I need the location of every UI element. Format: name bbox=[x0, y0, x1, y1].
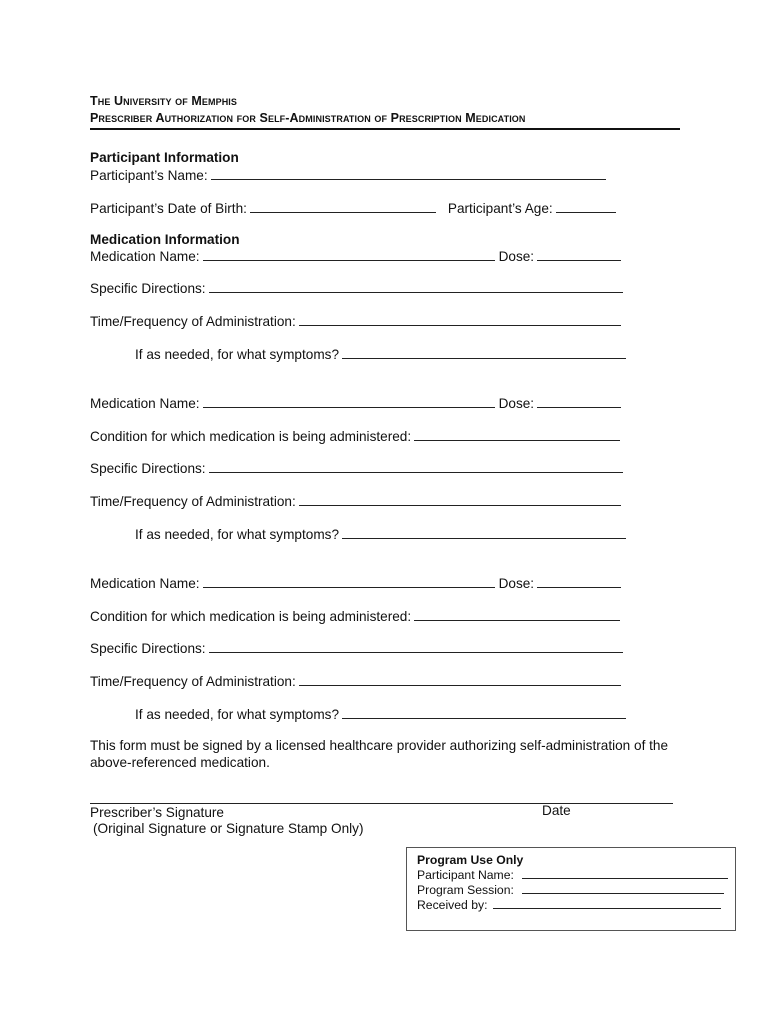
med3-name-label: Medication Name: bbox=[90, 576, 200, 591]
participant-age-label: Participant’s Age: bbox=[447, 201, 553, 216]
med1-name-label: Medication Name: bbox=[90, 249, 200, 264]
program-participant-label: Participant Name: bbox=[417, 868, 514, 882]
med3-name-row bbox=[90, 575, 621, 592]
med3-condition-field[interactable] bbox=[414, 608, 620, 621]
med1-frequency-field[interactable] bbox=[299, 313, 621, 326]
med1-symptoms-label: If as needed, for what symptoms? bbox=[135, 347, 340, 362]
med3-symptoms-field[interactable] bbox=[342, 706, 626, 719]
participant-name-field[interactable] bbox=[211, 167, 606, 180]
med2-symptoms-row bbox=[135, 526, 626, 543]
participant-name-row bbox=[90, 167, 606, 184]
med2-frequency-label: Time/Frequency of Administration: bbox=[90, 494, 296, 509]
med1-frequency-label: Time/Frequency of Administration: bbox=[90, 314, 296, 329]
med1-directions-label: Specific Directions: bbox=[90, 281, 206, 296]
form-title: Prescriber Authorization for Self-Administration of Prescription Medication bbox=[90, 111, 526, 125]
med2-symptoms-label: If as needed, for what symptoms? bbox=[135, 527, 340, 542]
participant-heading-text: Participant Information bbox=[90, 150, 239, 165]
participant-age-field[interactable] bbox=[556, 200, 616, 213]
med1-directions-field[interactable] bbox=[209, 280, 623, 293]
program-participant-field[interactable] bbox=[522, 868, 728, 879]
med2-dose-label: Dose: bbox=[498, 396, 535, 411]
program-participant-row bbox=[417, 868, 728, 882]
med1-name-row bbox=[90, 248, 621, 265]
med2-frequency-row bbox=[90, 493, 621, 510]
medication-heading bbox=[90, 232, 240, 248]
med3-condition-label: Condition for which medication is being administered: bbox=[90, 609, 412, 624]
med3-name-field[interactable] bbox=[203, 575, 495, 588]
med1-directions-row bbox=[90, 280, 623, 297]
med3-symptoms-row bbox=[135, 706, 626, 723]
signature-line[interactable] bbox=[90, 803, 673, 804]
program-session-row bbox=[417, 883, 724, 897]
med3-symptoms-label: If as needed, for what symptoms? bbox=[135, 707, 340, 722]
med1-frequency-row bbox=[90, 313, 621, 330]
med3-directions-label: Specific Directions: bbox=[90, 641, 206, 656]
header-rule bbox=[90, 128, 680, 130]
signature-note: (Original Signature or Signature Stamp Only) bbox=[93, 821, 364, 836]
med1-name-field[interactable] bbox=[203, 248, 495, 261]
participant-name-label: Participant’s Name: bbox=[90, 168, 208, 183]
authorization-statement: This form must be signed by a licensed healthcare provider authorizing self-administration of the above-referenced medication. bbox=[90, 738, 669, 770]
med1-symptoms-row bbox=[135, 346, 626, 363]
med3-directions-field[interactable] bbox=[209, 640, 623, 653]
participant-dob-label: Participant’s Date of Birth: bbox=[90, 201, 247, 216]
med2-directions-label: Specific Directions: bbox=[90, 461, 206, 476]
participant-heading bbox=[90, 150, 239, 166]
med3-dose-field[interactable] bbox=[537, 575, 621, 588]
med2-name-row bbox=[90, 395, 621, 412]
program-use-heading: Program Use Only bbox=[417, 853, 524, 867]
med1-dose-label: Dose: bbox=[498, 249, 535, 264]
med2-frequency-field[interactable] bbox=[299, 493, 621, 506]
med2-name-field[interactable] bbox=[203, 395, 495, 408]
med3-frequency-row bbox=[90, 673, 621, 690]
med2-directions-row bbox=[90, 460, 623, 477]
date-label: Date bbox=[542, 803, 571, 818]
program-received-label: Received by: bbox=[417, 898, 488, 912]
med1-dose-field[interactable] bbox=[537, 248, 621, 261]
med3-dose-label: Dose: bbox=[498, 576, 535, 591]
program-use-box bbox=[406, 847, 736, 931]
med3-frequency-field[interactable] bbox=[299, 673, 621, 686]
prescriber-signature-label: Prescriber’s Signature bbox=[90, 805, 224, 820]
med2-symptoms-field[interactable] bbox=[342, 526, 626, 539]
program-session-label: Program Session: bbox=[417, 883, 514, 897]
med2-condition-field[interactable] bbox=[414, 428, 620, 441]
med1-symptoms-field[interactable] bbox=[342, 346, 626, 359]
participant-dob-field[interactable] bbox=[250, 200, 436, 213]
medication-heading-text: Medication Information bbox=[90, 232, 240, 247]
med3-frequency-label: Time/Frequency of Administration: bbox=[90, 674, 296, 689]
participant-dob-row bbox=[90, 200, 616, 217]
med2-condition-label: Condition for which medication is being administered: bbox=[90, 429, 412, 444]
med3-directions-row bbox=[90, 640, 623, 657]
med2-directions-field[interactable] bbox=[209, 460, 623, 473]
program-session-field[interactable] bbox=[522, 883, 724, 894]
program-received-field[interactable] bbox=[493, 898, 721, 909]
med3-condition-row bbox=[90, 608, 620, 625]
program-received-row bbox=[417, 898, 721, 912]
university-title: The University of Memphis bbox=[90, 94, 238, 108]
med2-condition-row bbox=[90, 428, 620, 445]
med2-dose-field[interactable] bbox=[537, 395, 621, 408]
med2-name-label: Medication Name: bbox=[90, 396, 200, 411]
